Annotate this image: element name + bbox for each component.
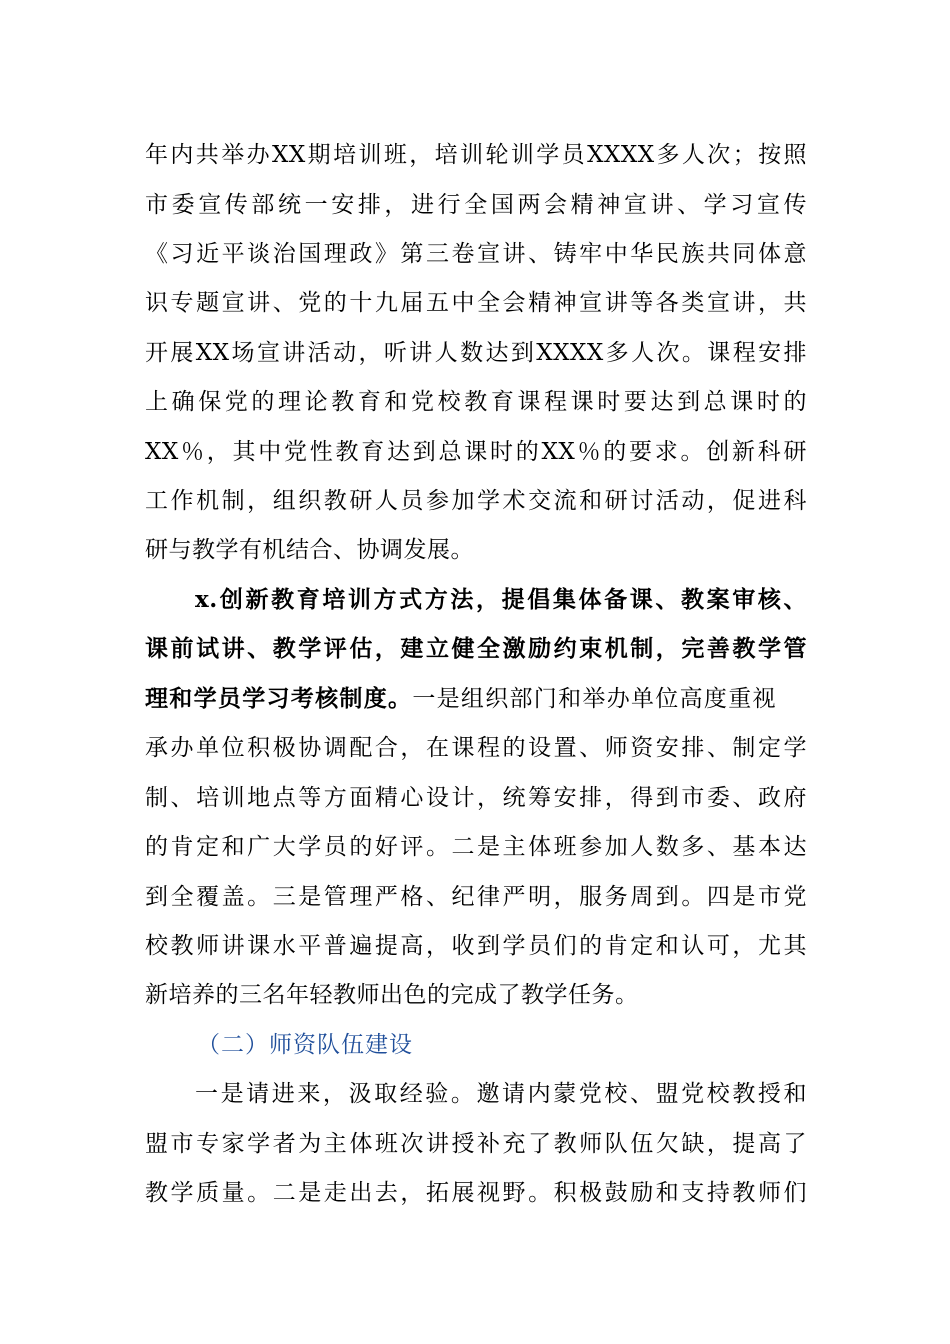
text-line: 工作机制，组织教研人员参加学术交流和研讨活动，促进科 [145,488,807,514]
text-line: 一是请进来，汲取经验。邀请内蒙党校、盟党校教授和 [195,1081,807,1107]
text-line: 研与教学有机结合、协调发展。 [145,537,474,563]
text-line: 《习近平谈治国理政》第三卷宣讲、铸牢中华民族共同体意 [145,241,807,267]
text-line: XX％，其中党性教育达到总课时的XX％的要求。创新科研 [145,439,807,465]
text-line: 年内共举办XX期培训班，培训轮训学员XXXX多人次；按照 [145,142,807,168]
text-span: 一是组织部门和举办单位高度重视 [412,686,777,712]
text-line: 到全覆盖。三是管理严格、纪律严明，服务周到。四是市党 [145,884,807,910]
mixed-line [145,674,807,724]
text-line: 制、培训地点等方面精心设计，统筹安排，得到市委、政府 [145,785,807,811]
text-line: 上确保党的理论教育和党校教育课程课时要达到总课时的 [145,389,807,415]
text-line: 承办单位积极协调配合，在课程的设置、师资安排、制定学 [145,735,807,761]
section-heading: （二）师资队伍建设 [197,1032,413,1058]
text-line: 识专题宣讲、党的十九届五中全会精神宣讲等各类宣讲，共 [145,290,807,316]
text-line: 教学质量。二是走出去，拓展视野。积极鼓励和支持教师们 [145,1180,807,1206]
bold-lead-line: 课前试讲、教学评估，建立健全激励约束机制，完善教学管 [145,635,807,662]
text-line: 开展XX场宣讲活动，听讲人数达到XXXX多人次。课程安排 [145,340,807,366]
bold-lead-text: 理和学员学习考核制度。 [145,685,413,712]
text-line: 的肯定和广大学员的好评。二是主体班参加人数多、基本达 [145,834,807,860]
text-line: 市委宣传部统一安排，进行全国两会精神宣讲、学习宣传 [145,192,807,218]
bold-lead-line: x.创新教育培训方式方法，提倡集体备课、教案审核、 [195,586,807,613]
text-line: 校教师讲课水平普遍提高，收到学员们的肯定和认可，尤其 [145,933,807,959]
text-line: 盟市专家学者为主体班次讲授补充了教师队伍欠缺，提高了 [145,1131,807,1157]
text-line: 新培养的三名年轻教师出色的完成了教学任务。 [145,982,639,1008]
